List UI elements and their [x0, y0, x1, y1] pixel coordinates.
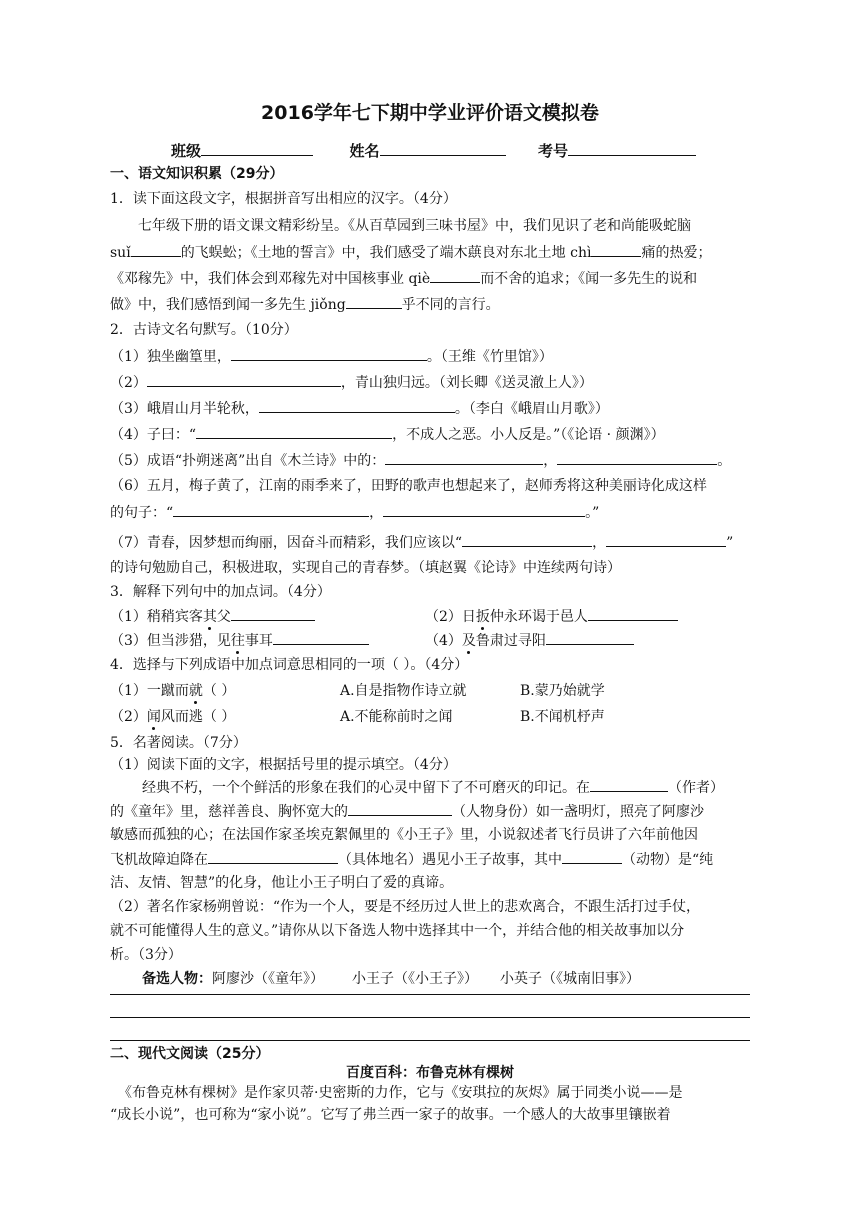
answer-blank[interactable]: [591, 242, 641, 257]
q2-line: （6）五月，梅子黄了，江南的雨季来了，田野的歌声也想起来了，赵师秀将这种美丽诗化成这样: [110, 478, 707, 494]
id-field[interactable]: [568, 141, 696, 156]
text: 事耳: [244, 633, 273, 649]
q2-line: [110, 450, 731, 471]
text: 。（李白《峨眉山月歌》）: [454, 401, 609, 417]
q4-row: [110, 707, 235, 727]
text: 。: [717, 453, 732, 469]
answer-blank[interactable]: [383, 502, 585, 517]
text: 。（王维《竹里馆》）: [426, 349, 553, 365]
candidate: 小英子（《城南旧事》）: [500, 971, 640, 987]
q5-para-line: [110, 849, 713, 870]
answer-blank[interactable]: [462, 532, 592, 547]
q2-line: [110, 346, 553, 367]
answer-line[interactable]: [110, 994, 750, 995]
q2-line: [110, 372, 593, 393]
answer-blank[interactable]: [131, 242, 181, 257]
text: ”: [726, 535, 734, 551]
q3-prompt: 3．解释下列句中的加点词。（4分）: [110, 584, 331, 600]
q5-para-line: 敏感而孤独的心；在法国作家圣埃克絮佩里的《小王子》里，小说叙述者飞行员讲了六年前他因: [110, 827, 698, 843]
dotted-word: 扳: [475, 609, 490, 625]
answer-blank[interactable]: [606, 532, 726, 547]
answer-bracket[interactable]: （ ）: [202, 683, 236, 699]
q4-prompt: 4．选择与下列成语中加点词意思相同的一项（ ）。（4分）: [110, 657, 469, 673]
name-field[interactable]: [380, 141, 506, 156]
text: 做》中，我们感悟到闻一多先生 jiǒng: [110, 297, 346, 313]
answer-blank[interactable]: [430, 268, 480, 283]
text: 仲永环谒于邑人: [489, 609, 588, 625]
class-field[interactable]: [201, 141, 313, 156]
text: 经典不朽，一个个鲜活的形象在我们的心灵中留下了不可磨灭的印记。在: [142, 780, 590, 796]
text: （2）: [110, 375, 147, 391]
answer-blank[interactable]: [231, 346, 427, 361]
answer-line[interactable]: [110, 1040, 750, 1041]
answer-blank[interactable]: [557, 450, 717, 465]
q1-para-line: [110, 242, 711, 263]
text: 乎不同的言行。: [401, 297, 500, 313]
section-1-heading: 一、语文知识积累（29分）: [110, 166, 284, 182]
answer-blank[interactable]: [562, 849, 622, 864]
text: （作者）: [668, 780, 724, 796]
q4-option-a: A.不能称前时之闻: [340, 709, 453, 725]
answer-blank[interactable]: [147, 372, 341, 387]
answer-line[interactable]: [110, 1017, 750, 1018]
pinyin: suǐ: [110, 245, 131, 261]
dotted-word: 及: [461, 633, 476, 649]
answer-blank[interactable]: [385, 450, 543, 465]
q1-para-line: [110, 294, 500, 315]
q5-sub1: （1）阅读下面的文字，根据括号里的提示填空。（4分）: [110, 757, 457, 773]
q5-prompt: 5．名著阅读。（7分）: [110, 735, 247, 751]
q2-line: 的诗句勉励自己，积极进取，实现自己的青春梦。（填赵翼《论诗》中连续两句诗）: [110, 560, 621, 576]
q4-row: [110, 681, 235, 701]
candidate-label: 备选人物：: [142, 971, 212, 987]
text: ，: [369, 505, 384, 521]
q5-para-line: [110, 801, 704, 822]
q2-line: [110, 398, 609, 419]
text: 而不舍的追求；《闻一多先生的说和: [480, 271, 698, 287]
article-title: 百度百科：布鲁克林有棵树: [346, 1065, 514, 1081]
q3-item: [110, 606, 315, 627]
text: （2）: [110, 709, 147, 725]
answer-blank[interactable]: [196, 424, 392, 439]
text: 《邓稼先》中，我们体会到邓稼先对中国核事业 qiè: [110, 271, 431, 287]
text: （具体地名）遇见小王子故事，其中: [338, 852, 562, 868]
name-label: 姓名: [349, 142, 380, 160]
q5-para-line: 洁、友情、智慧”的化身，他让小王子明白了爱的真谛。: [110, 875, 454, 891]
dotted-word: 其: [202, 609, 217, 625]
text: 的飞蜈蚣；《土地的誓言》中，我们感受了端木蕻良对东北土地 chì: [180, 245, 592, 261]
text: （3）峨眉山月半轮秋，: [110, 401, 259, 417]
page-title: 2016学年七下期中学业评价语文模拟卷: [261, 102, 599, 124]
q3-item: [425, 630, 634, 651]
text: （3）但当涉猎，见: [110, 633, 231, 649]
answer-blank[interactable]: [590, 777, 668, 792]
id-label: 考号: [537, 142, 568, 160]
answer-blank[interactable]: [231, 606, 315, 621]
dotted-word: 往: [230, 633, 245, 649]
answer-bracket[interactable]: 风而逃（ ）: [160, 709, 236, 725]
text: ，: [592, 535, 607, 551]
answer-blank[interactable]: [173, 502, 369, 517]
text: （人物身份）如一盏明灯，照亮了阿廖沙: [452, 804, 704, 820]
q2-line: [110, 532, 733, 553]
q1-prompt: 1．读下面这段文字，根据拼音写出相应的汉字。（4分）: [110, 191, 457, 207]
text: 的句子：“: [110, 505, 174, 521]
answer-blank[interactable]: [348, 801, 452, 816]
answer-blank[interactable]: [588, 606, 678, 621]
text: 的《童年》里，慈祥善良、胸怀宽大的: [110, 804, 348, 820]
answer-blank[interactable]: [273, 630, 369, 645]
q3-item: [110, 630, 369, 651]
q5-sub2-line: 就不可能懂得人生的意义。”请你从以下备选人物中选择其中一个，并结合他的相关故事加以分: [110, 923, 685, 939]
text: 飞机故障迫降在: [110, 852, 208, 868]
q4-option-b: B.蒙乃始就学: [520, 683, 605, 699]
answer-blank[interactable]: [208, 849, 338, 864]
q2-line: [110, 424, 665, 445]
answer-blank[interactable]: [546, 630, 634, 645]
q2-line: [110, 502, 599, 523]
text: （动物）是“纯: [622, 852, 714, 868]
q5-sub2-line: （2）著名作家杨朔曾说：“作为一个人，要是不经历过人世上的悲欢离合，不跟生活打过手仗，: [110, 899, 701, 915]
answer-blank[interactable]: [259, 398, 455, 413]
text: ，青山独归远。（刘长卿《送灵澈上人》）: [340, 375, 593, 391]
article-line: “成长小说”，也可称为“家小说”。它写了弗兰西一家子的故事。一个感人的大故事里镶嵌着: [110, 1107, 671, 1123]
text: （7）青春，因梦想而绚丽，因奋斗而精彩，我们应该以“: [110, 535, 463, 551]
text: （1）独坐幽篁里，: [110, 349, 231, 365]
dotted-word: 闻: [146, 709, 161, 725]
q1-para-line: 七年级下册的语文课文精彩纷呈。《从百草园到三味书屋》中，我们见识了老和尚能吸蛇脑: [138, 218, 691, 234]
text: 。”: [585, 505, 600, 521]
text: （2）日: [425, 609, 476, 625]
q4-option-a: A.自是指物作诗立就: [340, 683, 467, 699]
q4-option-b: B.不闻机杼声: [520, 709, 605, 725]
text: （4）子曰：“: [110, 427, 197, 443]
text: 痛的热爱；: [641, 245, 712, 261]
q5-para-line: [142, 777, 724, 798]
text: ，不成人之恶。小人反是。”（《论语 · 颜渊》）: [392, 427, 665, 443]
candidate: 小王子（《小王子》）: [352, 971, 478, 987]
candidate: 阿廖沙（《童年》）: [212, 971, 324, 987]
q1-para-line: [110, 268, 697, 289]
text: 父: [216, 609, 231, 625]
answer-blank[interactable]: [346, 294, 402, 309]
text: （4）: [425, 633, 462, 649]
text: （1）一蹴而: [110, 683, 189, 699]
text: （5）成语“扑朔迷离”出自《木兰诗》中的：: [110, 453, 386, 469]
student-info-row: [171, 141, 696, 161]
q3-item: [425, 606, 678, 627]
class-label: 班级: [171, 142, 202, 160]
text: （1）稍稍宾客: [110, 609, 203, 625]
q5-sub2-line: 析。（3分）: [110, 947, 182, 963]
text: ，: [543, 453, 558, 469]
q2-prompt: 2．古诗文名句默写。（10分）: [110, 322, 298, 338]
section-2-heading: 二、现代文阅读（25分）: [110, 1046, 270, 1062]
article-line: 《布鲁克林有棵树》是作家贝蒂·史密斯的力作，它与《安琪拉的灰烬》属于同类小说——是: [118, 1085, 683, 1101]
dotted-word: 就: [188, 683, 203, 699]
candidate-row: [142, 969, 640, 989]
text: 鲁肃过寻阳: [475, 633, 546, 649]
